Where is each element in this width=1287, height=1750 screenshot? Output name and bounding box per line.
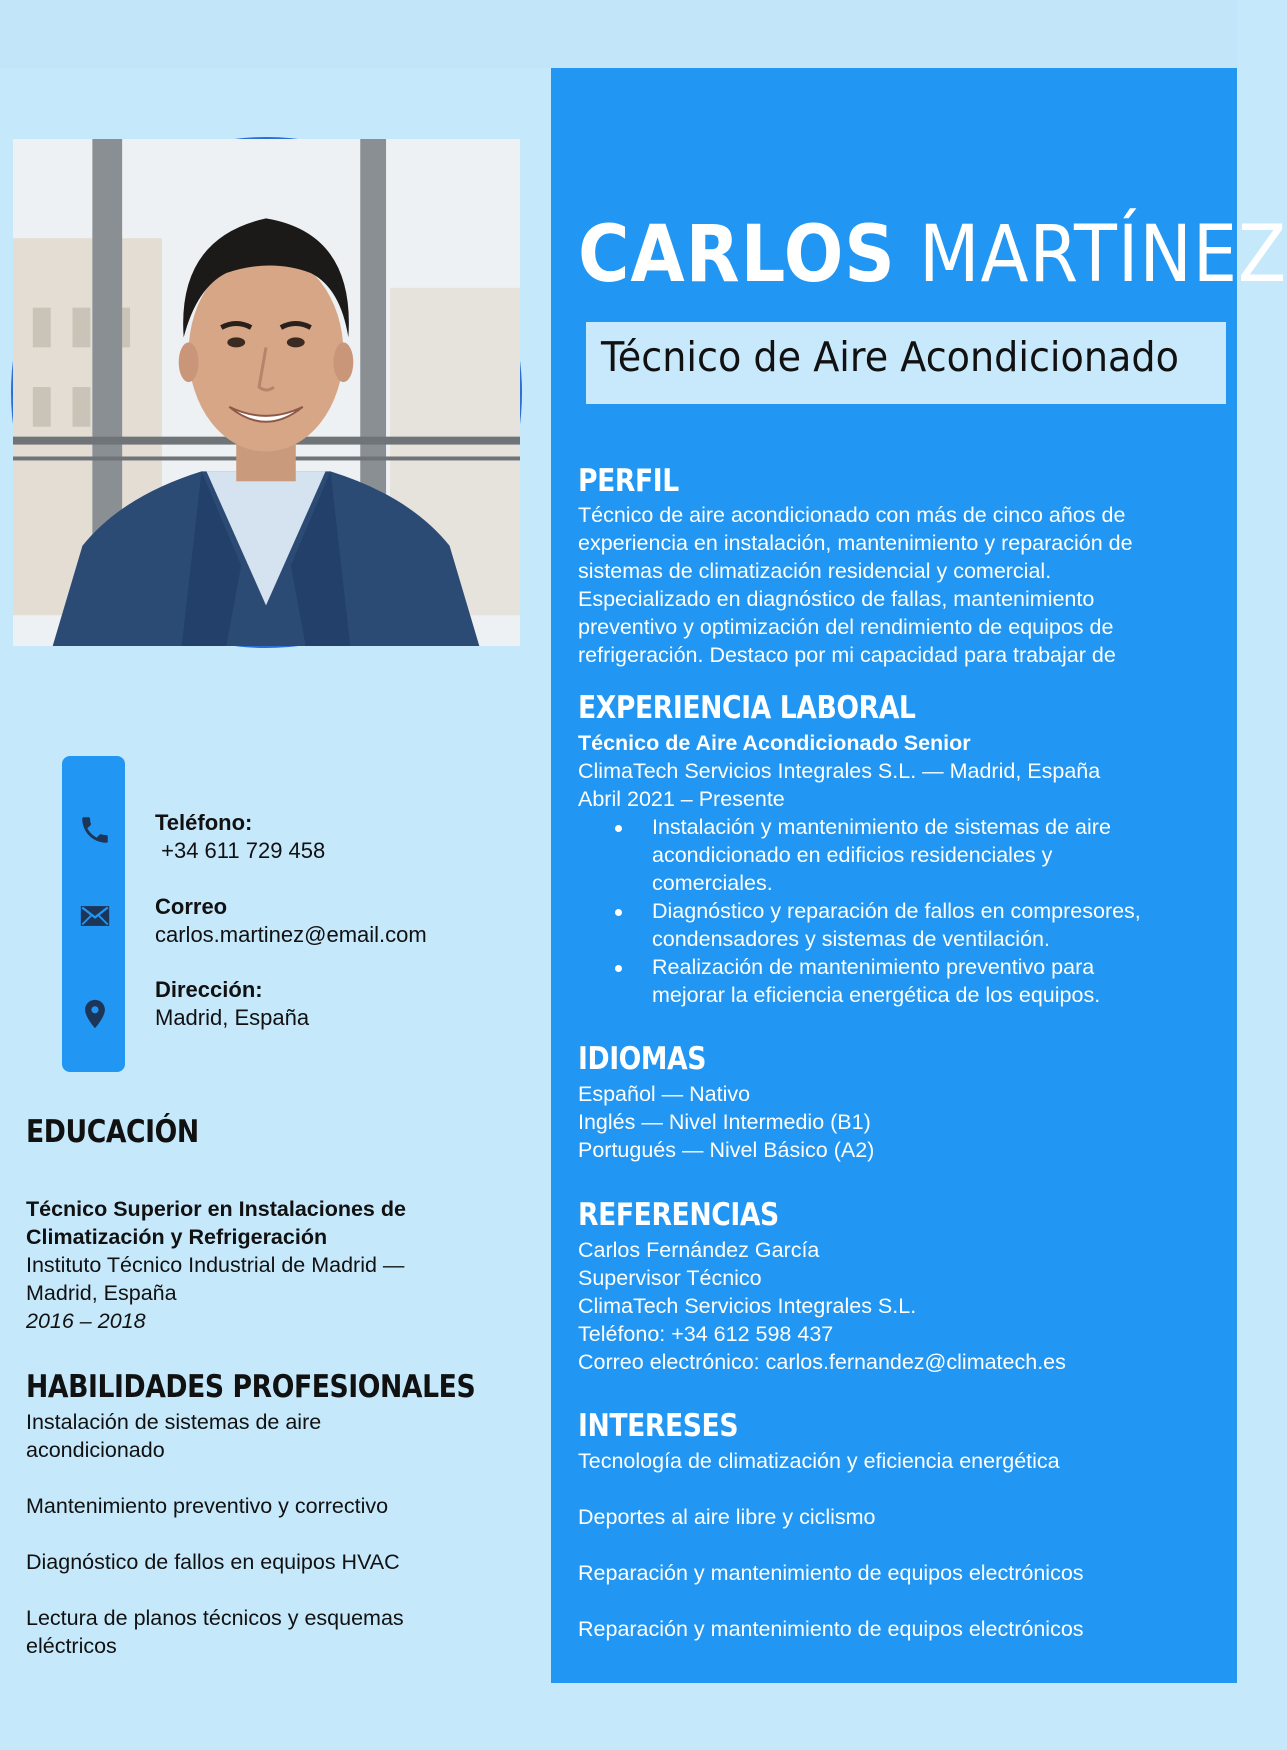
languages-heading: IDIOMAS <box>578 1041 706 1077</box>
reference-line[interactable]: Correo electrónico: carlos.fernandez@climatech.es <box>578 1350 1066 1374</box>
experience-bullets <box>578 813 1141 1009</box>
language-item: Portugués — Nivel Básico (A2) <box>578 1138 875 1162</box>
education-heading: EDUCACIÓN <box>26 1114 199 1150</box>
experience-bullet: Diagnóstico y reparación de fallos en compresores, condensadores y sistemas de ventilación. <box>578 897 1141 953</box>
experience-period: Abril 2021 – Presente <box>578 787 785 811</box>
top-margin-band <box>0 0 1237 68</box>
reference-line: ClimaTech Servicios Integrales S.L. <box>578 1294 917 1318</box>
experience-bullet: Instalación y mantenimiento de sistemas de aire acondicionado en edificios residenciales y comerciales. <box>578 813 1141 897</box>
profile-photo <box>11 137 522 648</box>
skill-item: eléctricos <box>26 1634 117 1658</box>
profile-text: Técnico de aire acondicionado con más de cinco años de experiencia en instalación, mantenimiento y reparación de sistemas de climatización residencial y comercial. Especializado en diagnóstico de fallas, mantenimiento preventivo y optimización del rendimiento de equipos de refrigeración. Destaco por mi capacidad para trabajar de <box>578 503 1133 667</box>
language-item: Inglés — Nivel Intermedio (B1) <box>578 1110 871 1134</box>
reference-line[interactable]: Teléfono: +34 612 598 437 <box>578 1322 834 1346</box>
language-item: Español — Nativo <box>578 1082 751 1106</box>
interests-heading: INTERESES <box>578 1408 739 1444</box>
address-label: Dirección: <box>155 977 263 1002</box>
profile-text-box <box>578 501 1178 676</box>
reference-line: Carlos Fernández García <box>578 1238 820 1262</box>
skill-item: Mantenimiento preventivo y correctivo <box>26 1494 389 1518</box>
profile-heading: PERFIL <box>578 463 679 499</box>
phone-icon <box>78 813 112 847</box>
education-degree-line1: Técnico Superior en Instalaciones de <box>26 1197 406 1221</box>
skill-item: Diagnóstico de fallos en equipos HVAC <box>26 1550 400 1574</box>
skill-item: Instalación de sistemas de aire <box>26 1410 322 1434</box>
last-name: MARTÍNEZ <box>918 210 1287 300</box>
education-years: 2016 – 2018 <box>26 1309 146 1333</box>
experience-heading: EXPERIENCIA LABORAL <box>578 690 916 726</box>
interest-item: Deportes al aire libre y ciclismo <box>578 1505 876 1529</box>
skill-item: Lectura de planos técnicos y esquemas <box>26 1606 404 1630</box>
skill-item: acondicionado <box>26 1438 165 1462</box>
education-school-line1: Instituto Técnico Industrial de Madrid — <box>26 1253 405 1277</box>
phone-value[interactable]: +34 611 729 458 <box>155 838 326 863</box>
phone-label: Teléfono: <box>155 810 253 835</box>
envelope-icon <box>78 899 112 933</box>
skills-heading: HABILIDADES PROFESIONALES <box>26 1369 476 1405</box>
location-pin-icon <box>78 997 112 1031</box>
email-label: Correo <box>155 894 228 919</box>
candidate-name <box>578 210 1287 300</box>
interest-item: Reparación y mantenimiento de equipos electrónicos <box>578 1561 1084 1585</box>
email-value[interactable]: carlos.martinez@email.com <box>155 922 427 947</box>
job-title: Técnico de Aire Acondicionado <box>601 333 1179 381</box>
education-degree-line2: Climatización y Refrigeración <box>26 1225 328 1249</box>
reference-line: Supervisor Técnico <box>578 1266 762 1290</box>
experience-bullet: Realización de mantenimiento preventivo para mejorar la eficiencia energética de los equipos. <box>578 953 1141 1009</box>
experience-company: ClimaTech Servicios Integrales S.L. — Madrid, España <box>578 759 1101 783</box>
interest-item: Tecnología de climatización y eficiencia energética <box>578 1449 1060 1473</box>
address-value: Madrid, España <box>155 1005 310 1030</box>
education-school-line2: Madrid, España <box>26 1281 177 1305</box>
first-name: CARLOS <box>578 210 896 300</box>
interest-item: Reparación y mantenimiento de equipos electrónicos <box>578 1617 1084 1641</box>
experience-role: Técnico de Aire Acondicionado Senior <box>578 731 971 755</box>
references-heading: REFERENCIAS <box>578 1197 779 1233</box>
